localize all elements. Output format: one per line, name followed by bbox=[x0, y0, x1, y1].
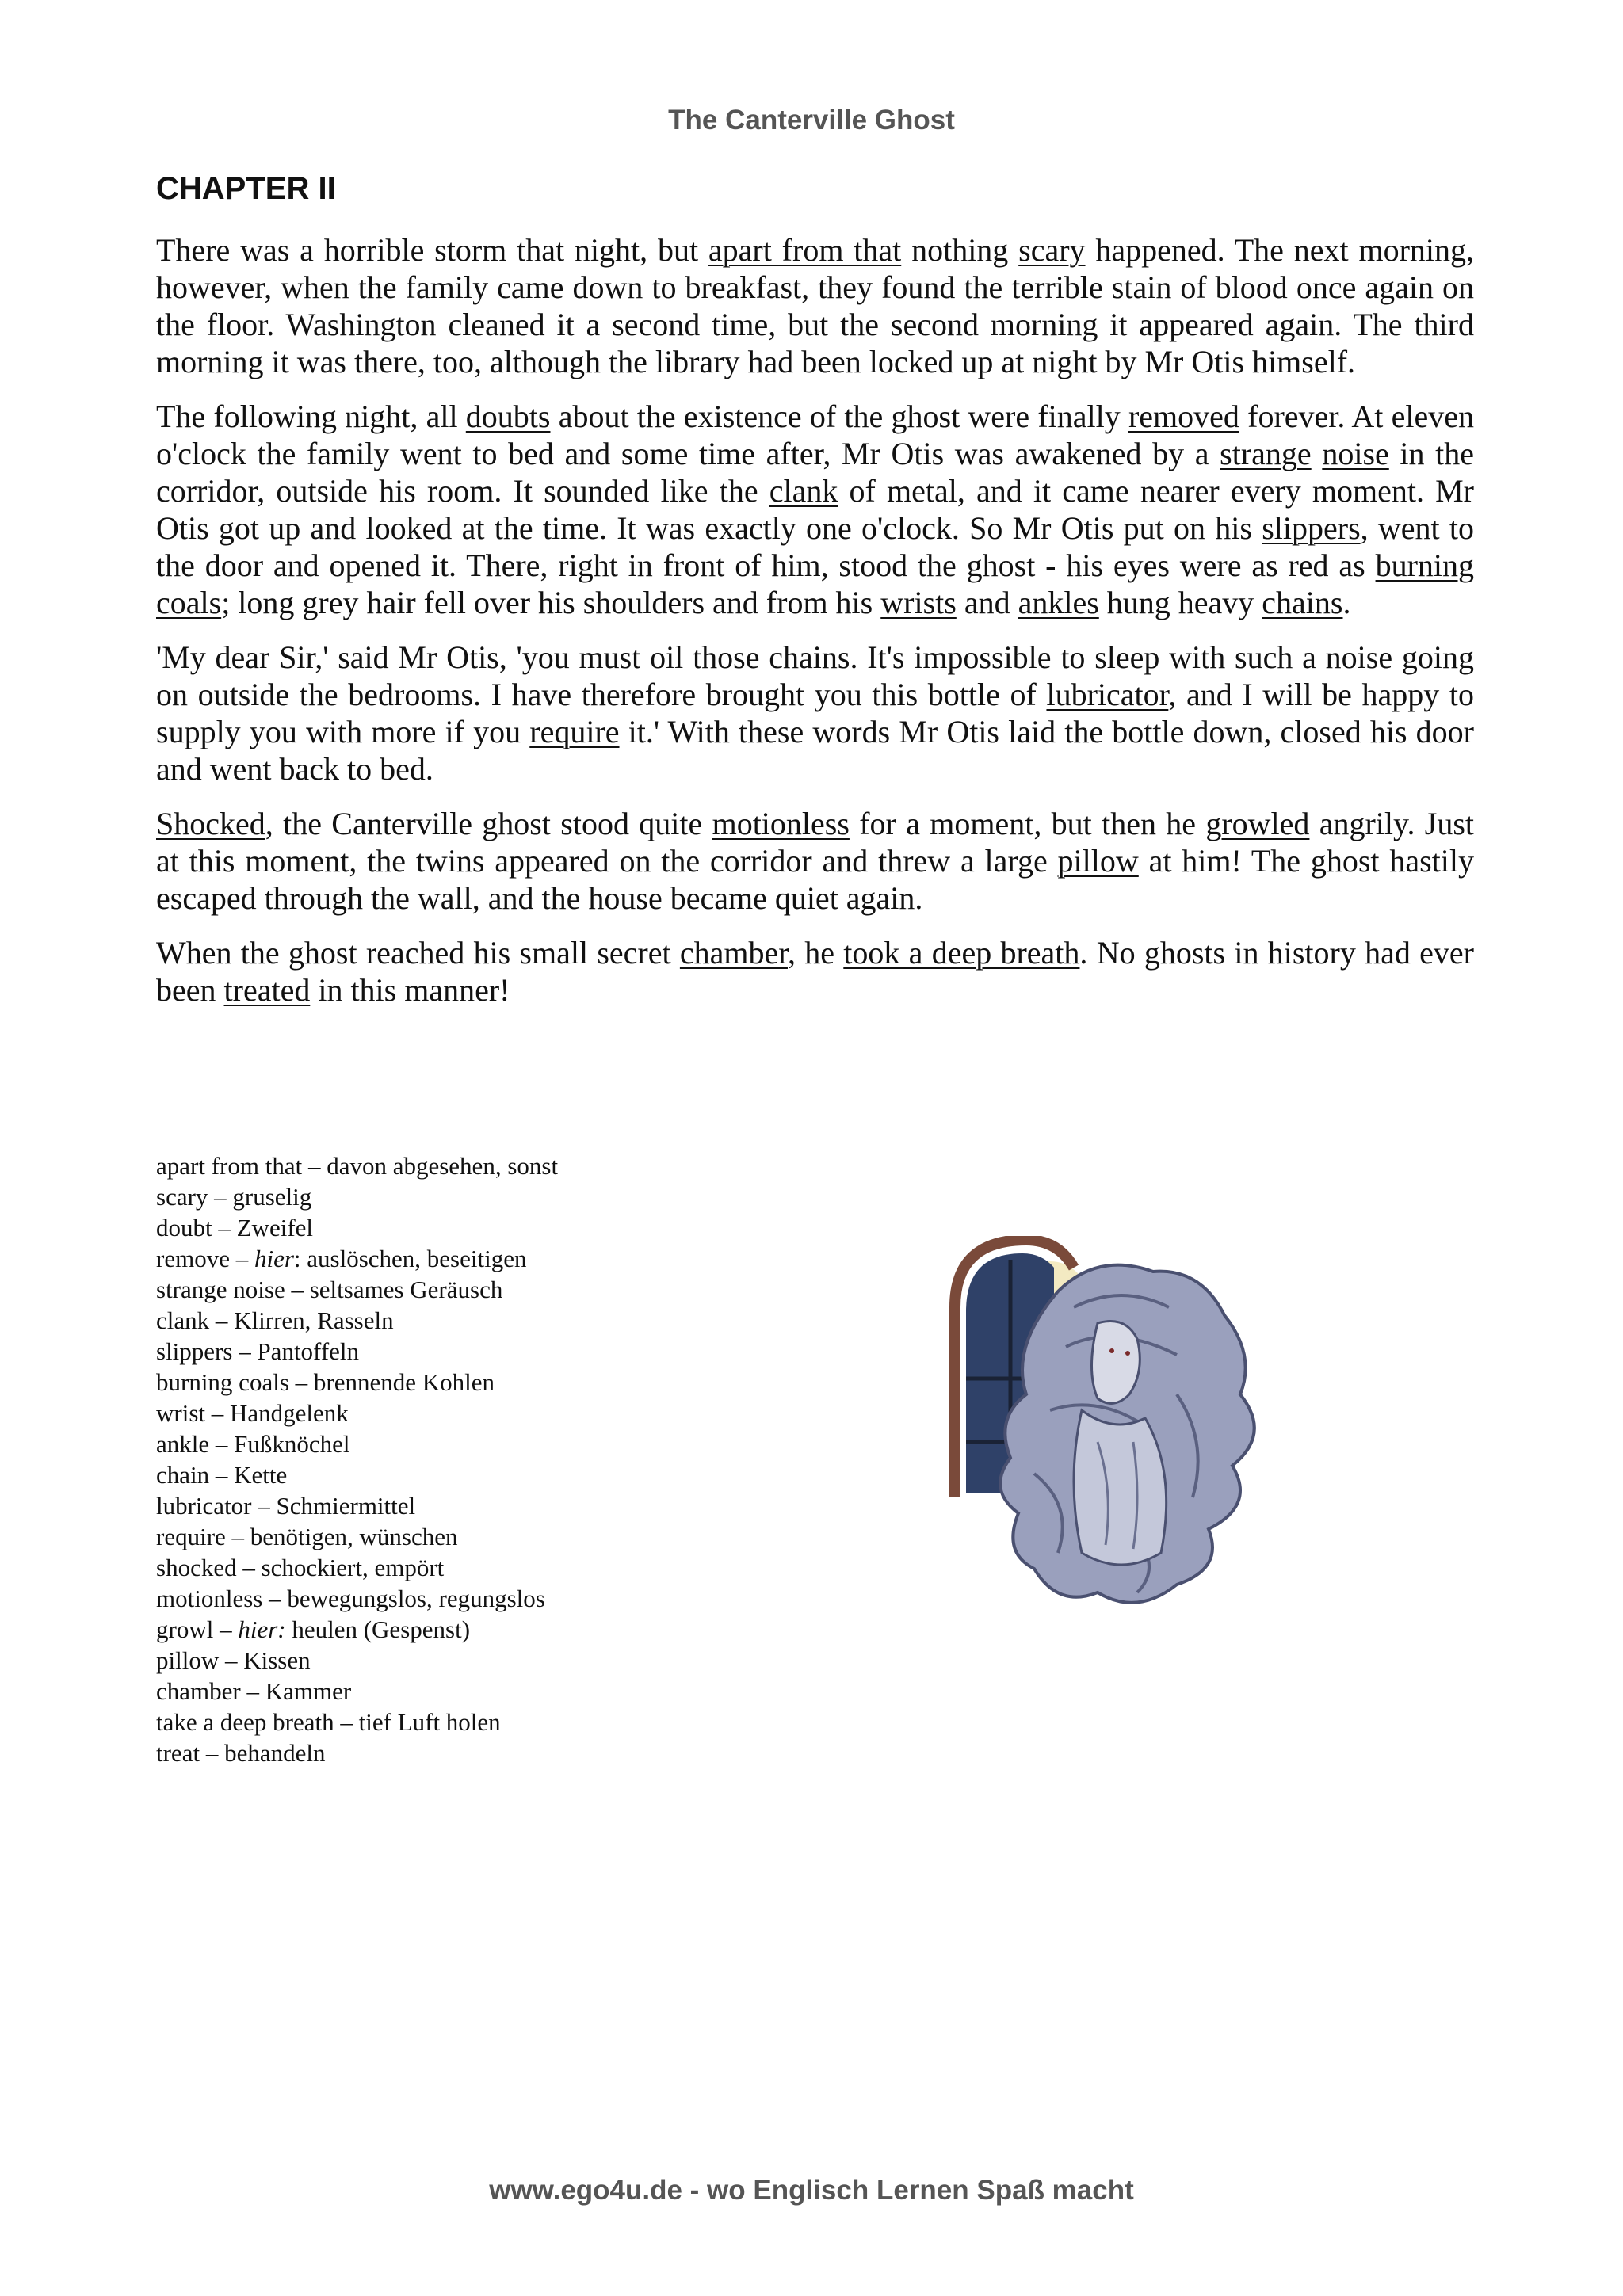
story-text-segment: in the corridor, outside his room. It sounded like the bbox=[156, 436, 1475, 509]
story-text-segment: 'My dear Sir,' said Mr Otis, 'you must oil those chains. It's impossible to sleep with such a noise going on outside the bedrooms. I have therefore brought you this bottle of bbox=[156, 639, 1474, 712]
vocabulary-item bbox=[156, 1490, 869, 1521]
vocabulary-term: treat bbox=[156, 1739, 200, 1767]
story-text-segment: . bbox=[1342, 585, 1351, 620]
vocabulary-note: hier bbox=[254, 1245, 294, 1272]
vocabulary-dash: – bbox=[208, 1183, 233, 1211]
vocabulary-dash: – bbox=[219, 1646, 244, 1674]
story-text-segment bbox=[1312, 436, 1323, 471]
vocabulary-meaning: Schmiermittel bbox=[276, 1492, 416, 1520]
vocabulary-meaning: gruselig bbox=[232, 1183, 312, 1211]
story-paragraph bbox=[156, 231, 1474, 380]
vocabulary-item bbox=[156, 1614, 869, 1645]
vocabulary-item bbox=[156, 1336, 869, 1367]
story-paragraph bbox=[156, 639, 1474, 788]
vocabulary-term: remove bbox=[156, 1245, 230, 1272]
vocabulary-meaning: heulen (Gespenst) bbox=[292, 1615, 471, 1643]
story-text-segment: in this manner! bbox=[310, 972, 510, 1008]
vocabulary-meaning: Pantoffeln bbox=[257, 1337, 360, 1365]
vocabulary-term: chain bbox=[156, 1461, 210, 1489]
story-text-segment: forever. At eleven o'clock the family went to bed and some time after, Mr Otis was awakened by a bbox=[156, 399, 1474, 471]
vocabulary-term: chamber bbox=[156, 1677, 241, 1705]
story-paragraph bbox=[156, 805, 1474, 917]
vocabulary-item bbox=[156, 1305, 869, 1336]
vocabulary-dash: – bbox=[209, 1461, 235, 1489]
vocabulary-meaning: benötigen, wünschen bbox=[250, 1523, 458, 1550]
story-text bbox=[156, 231, 1474, 1026]
vocabulary-item bbox=[156, 1583, 869, 1614]
page-footer: www.ego4u.de - wo Englisch Lernen Spaß macht bbox=[489, 2175, 1134, 2206]
vocab-word: strange bbox=[1220, 436, 1312, 471]
vocabulary-term: strange noise bbox=[156, 1276, 285, 1303]
vocabulary-meaning: seltsames Geräusch bbox=[309, 1276, 503, 1303]
vocabulary-meaning: behandeln bbox=[224, 1739, 326, 1767]
vocabulary-note: hier: bbox=[238, 1615, 286, 1643]
vocabulary-term: shocked bbox=[156, 1554, 237, 1581]
story-text-segment: nothing bbox=[901, 232, 1019, 268]
vocab-word: Shocked bbox=[156, 806, 265, 841]
vocabulary-term: doubt bbox=[156, 1214, 212, 1241]
vocabulary-item bbox=[156, 1521, 869, 1552]
story-text-segment: of metal, and it came nearer every moment. Mr Otis got up and looked at the time. It was exactly one o'clock. So Mr Otis put on his bbox=[156, 473, 1474, 546]
vocabulary-item bbox=[156, 1428, 869, 1459]
vocabulary-item bbox=[156, 1398, 869, 1428]
vocabulary-meaning: Kammer bbox=[265, 1677, 352, 1705]
story-text-segment: . No ghosts in history had ever been bbox=[156, 935, 1474, 1008]
story-text-segment: angrily. Just at this moment, the twins appeared on the corridor and threw a large bbox=[156, 806, 1474, 879]
vocabulary-dash: – bbox=[212, 1214, 237, 1241]
vocab-word: treated bbox=[223, 972, 311, 1008]
vocabulary-term: ankle bbox=[156, 1430, 210, 1458]
story-text-segment: , and I will be happy to supply you with more if you bbox=[156, 677, 1475, 749]
vocabulary-separator: : bbox=[293, 1245, 307, 1272]
vocabulary-term: slippers bbox=[156, 1337, 233, 1365]
vocabulary-item bbox=[156, 1707, 869, 1737]
story-text-segment: happened. The next morning, however, when the family came down to breakfast, they found the terrible stain of blood once again on the floor. Washington cleaned it a second time, but the second morning it appeared again. The third morning it was there, too, although the library had been locked up at night by Mr Otis himself. bbox=[156, 232, 1474, 379]
vocabulary-dash: – bbox=[251, 1492, 277, 1520]
vocabulary-dash: – bbox=[225, 1523, 250, 1550]
story-text-segment: , went to the door and opened it. There, right in front of him, stood the ghost - his eyes were as red as bbox=[156, 510, 1474, 583]
vocab-word: doubts bbox=[465, 399, 551, 434]
story-text-segment: about the existence of the ghost were finally bbox=[550, 399, 1128, 434]
story-text-segment: ; long grey hair fell over his shoulders and from his bbox=[221, 585, 881, 620]
vocabulary-meaning: davon abgesehen, sonst bbox=[327, 1152, 559, 1180]
vocabulary-dash: – bbox=[209, 1306, 235, 1334]
vocab-word: removed bbox=[1128, 399, 1239, 434]
ghost-illustration-icon bbox=[939, 1236, 1288, 1632]
vocabulary-list bbox=[156, 1150, 869, 1768]
vocabulary-dash: – bbox=[200, 1739, 225, 1767]
vocabulary-meaning: brennende Kohlen bbox=[313, 1368, 495, 1396]
vocabulary-item bbox=[156, 1274, 869, 1305]
vocab-word: pillow bbox=[1057, 843, 1139, 879]
chapter-title: CHAPTER II bbox=[156, 171, 336, 206]
vocabulary-meaning: Handgelenk bbox=[230, 1399, 349, 1427]
vocabulary-term: clank bbox=[156, 1306, 210, 1334]
vocabulary-term: pillow bbox=[156, 1646, 220, 1674]
vocabulary-term: lubricator bbox=[156, 1492, 252, 1520]
story-text-segment: There was a horrible storm that night, but bbox=[156, 232, 708, 268]
vocab-word: took a deep breath bbox=[843, 935, 1080, 971]
vocab-word: clank bbox=[769, 473, 838, 509]
story-text-segment: and bbox=[956, 585, 1018, 620]
story-text-segment: When the ghost reached his small secret bbox=[156, 935, 680, 971]
vocab-word: wrists bbox=[880, 585, 957, 620]
vocab-word: noise bbox=[1322, 436, 1389, 471]
vocabulary-term: apart from that bbox=[156, 1152, 303, 1180]
vocabulary-term: wrist bbox=[156, 1399, 205, 1427]
story-text-segment: hung heavy bbox=[1098, 585, 1262, 620]
vocabulary-dash: – bbox=[229, 1245, 254, 1272]
vocabulary-dash: – bbox=[236, 1554, 262, 1581]
vocabulary-item bbox=[156, 1181, 869, 1212]
vocabulary-item bbox=[156, 1552, 869, 1583]
vocabulary-term: take a deep breath bbox=[156, 1708, 334, 1736]
vocabulary-item bbox=[156, 1212, 869, 1243]
vocabulary-item bbox=[156, 1243, 869, 1274]
vocabulary-dash: – bbox=[232, 1337, 258, 1365]
vocab-word: scary bbox=[1018, 232, 1086, 268]
vocabulary-dash: – bbox=[209, 1430, 235, 1458]
vocabulary-meaning: Klirren, Rasseln bbox=[234, 1306, 394, 1334]
vocabulary-term: motionless bbox=[156, 1585, 263, 1612]
vocab-word: apart from that bbox=[708, 232, 902, 268]
vocabulary-item bbox=[156, 1367, 869, 1398]
vocab-word: require bbox=[529, 714, 620, 749]
vocabulary-dash: – bbox=[302, 1152, 327, 1180]
story-text-segment: at him! The ghost hastily escaped through the wall, and the house became quiet again. bbox=[156, 843, 1475, 916]
vocabulary-meaning: Kissen bbox=[243, 1646, 311, 1674]
vocabulary-term: growl bbox=[156, 1615, 214, 1643]
vocabulary-meaning: Kette bbox=[234, 1461, 288, 1489]
vocabulary-item bbox=[156, 1459, 869, 1490]
story-text-segment: , he bbox=[787, 935, 844, 971]
vocab-word: motionless bbox=[712, 806, 850, 841]
vocabulary-dash: – bbox=[240, 1677, 265, 1705]
vocabulary-meaning: Fußknöchel bbox=[234, 1430, 350, 1458]
vocabulary-dash: – bbox=[262, 1585, 288, 1612]
vocabulary-dash: – bbox=[334, 1708, 359, 1736]
story-text-segment: The following night, all bbox=[156, 399, 466, 434]
vocabulary-meaning: auslöschen, beseitigen bbox=[307, 1245, 527, 1272]
story-text-segment: , the Canterville ghost stood quite bbox=[265, 806, 712, 841]
vocab-word: ankles bbox=[1018, 585, 1099, 620]
vocabulary-dash: – bbox=[213, 1615, 239, 1643]
vocabulary-meaning: tief Luft holen bbox=[358, 1708, 501, 1736]
story-text-segment: for a moment, but then he bbox=[849, 806, 1206, 841]
vocabulary-dash: – bbox=[285, 1276, 310, 1303]
vocab-word: slippers bbox=[1262, 510, 1361, 546]
vocabulary-item bbox=[156, 1150, 869, 1181]
vocab-word: chamber bbox=[679, 935, 788, 971]
vocabulary-meaning: Zweifel bbox=[236, 1214, 314, 1241]
vocabulary-term: burning coals bbox=[156, 1368, 289, 1396]
page-header: The Canterville Ghost bbox=[668, 105, 955, 135]
vocabulary-item bbox=[156, 1676, 869, 1707]
vocabulary-term: scary bbox=[156, 1183, 208, 1211]
vocab-word: chains bbox=[1262, 585, 1343, 620]
vocabulary-dash: – bbox=[205, 1399, 230, 1427]
story-paragraph bbox=[156, 934, 1474, 1009]
vocab-word: growled bbox=[1205, 806, 1310, 841]
story-text-segment: it.' With these words Mr Otis laid the bottle down, closed his door and went back to bed. bbox=[156, 714, 1474, 787]
vocabulary-meaning: bewegungslos, regungslos bbox=[287, 1585, 545, 1612]
vocabulary-dash: – bbox=[288, 1368, 314, 1396]
vocabulary-meaning: schockiert, empört bbox=[261, 1554, 445, 1581]
vocab-word: burning coals bbox=[156, 547, 1474, 620]
vocab-word: lubricator bbox=[1046, 677, 1169, 712]
vocabulary-term: require bbox=[156, 1523, 226, 1550]
vocabulary-item bbox=[156, 1645, 869, 1676]
vocabulary-item bbox=[156, 1737, 869, 1768]
story-paragraph bbox=[156, 398, 1474, 621]
